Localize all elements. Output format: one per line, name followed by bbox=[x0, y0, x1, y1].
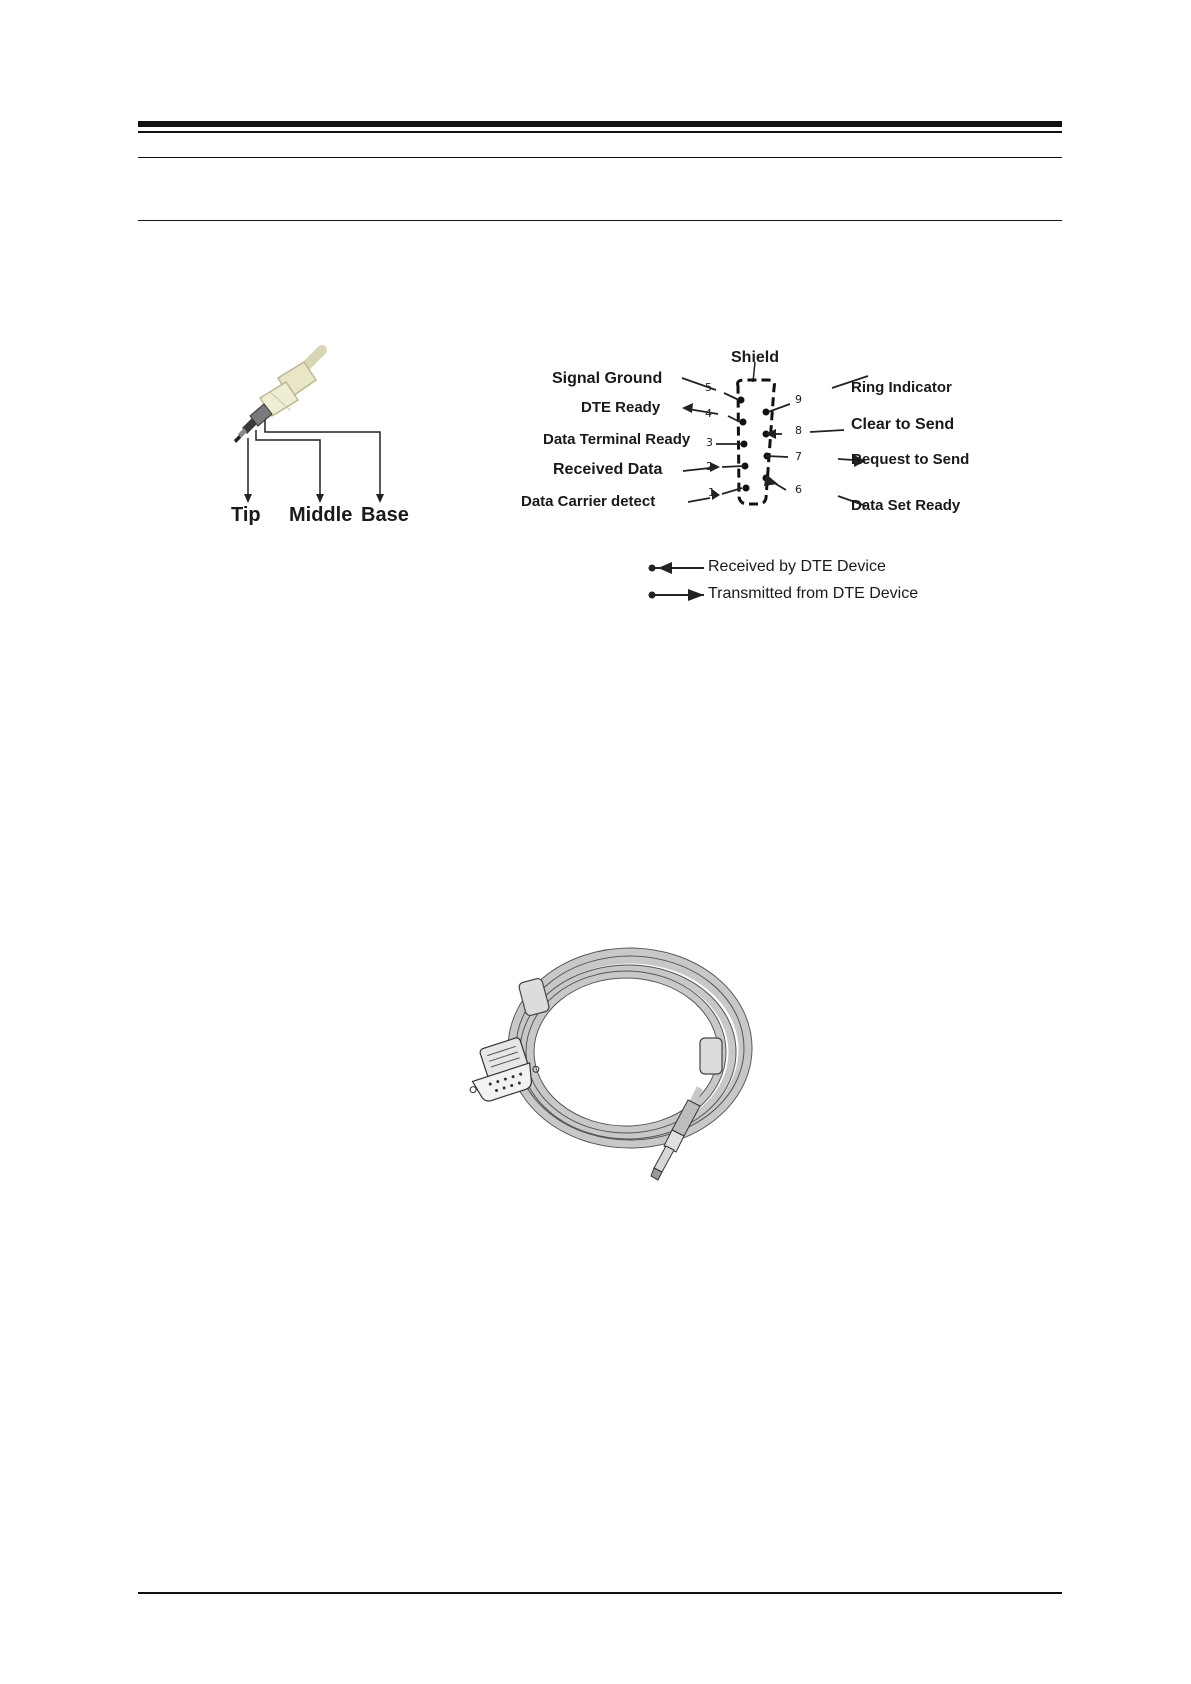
db9-label-ring-indicator: Ring Indicator bbox=[851, 379, 952, 396]
db9-pin-7: 7 bbox=[795, 450, 802, 463]
db9-pin-9: 9 bbox=[795, 393, 802, 406]
db9-pin-6: 6 bbox=[795, 483, 802, 496]
jack-tip-label: Tip bbox=[231, 504, 261, 526]
db9-pin-4: 4 bbox=[705, 407, 712, 420]
db9-label-data-terminal-ready: Data Terminal Ready bbox=[543, 431, 691, 448]
db9-pin-1: 1 bbox=[708, 486, 715, 499]
db9-label-data-set-ready: Data Set Ready bbox=[851, 497, 961, 514]
header-divider-1 bbox=[138, 157, 1062, 158]
header-thin-rule bbox=[138, 131, 1062, 133]
legend-received-arrow-icon bbox=[648, 561, 708, 575]
legend-received-label: Received by DTE Device bbox=[708, 558, 886, 575]
jack-middle-label: Middle bbox=[289, 504, 353, 526]
db9-label-clear-to-send: Clear to Send bbox=[851, 416, 955, 433]
footer-rule bbox=[138, 1592, 1062, 1594]
header-thick-rule bbox=[138, 121, 1062, 127]
jack-base-label: Base bbox=[361, 504, 409, 526]
db9-shield-label: Shield bbox=[731, 349, 780, 366]
header-divider-2 bbox=[138, 220, 1062, 221]
db9-label-dte-ready: DTE Ready bbox=[581, 399, 661, 416]
legend-transmitted-arrow-icon bbox=[648, 588, 708, 602]
db9-pin-8: 8 bbox=[795, 424, 802, 437]
db9-label-request-to-send: Request to Send bbox=[851, 451, 970, 468]
db9-to-stereo-cable-illustration bbox=[462, 940, 782, 1200]
db9-label-received-data: Received Data bbox=[553, 461, 663, 478]
legend-transmitted-label: Transmitted from DTE Device bbox=[708, 585, 919, 602]
db9-pin-2: 2 bbox=[706, 460, 713, 473]
db9-pin-5: 5 bbox=[705, 381, 712, 394]
db9-label-data-carrier-detect: Data Carrier detect bbox=[521, 493, 656, 510]
db9-label-signal-ground: Signal Ground bbox=[552, 370, 663, 387]
db9-pin-3: 3 bbox=[706, 436, 713, 449]
